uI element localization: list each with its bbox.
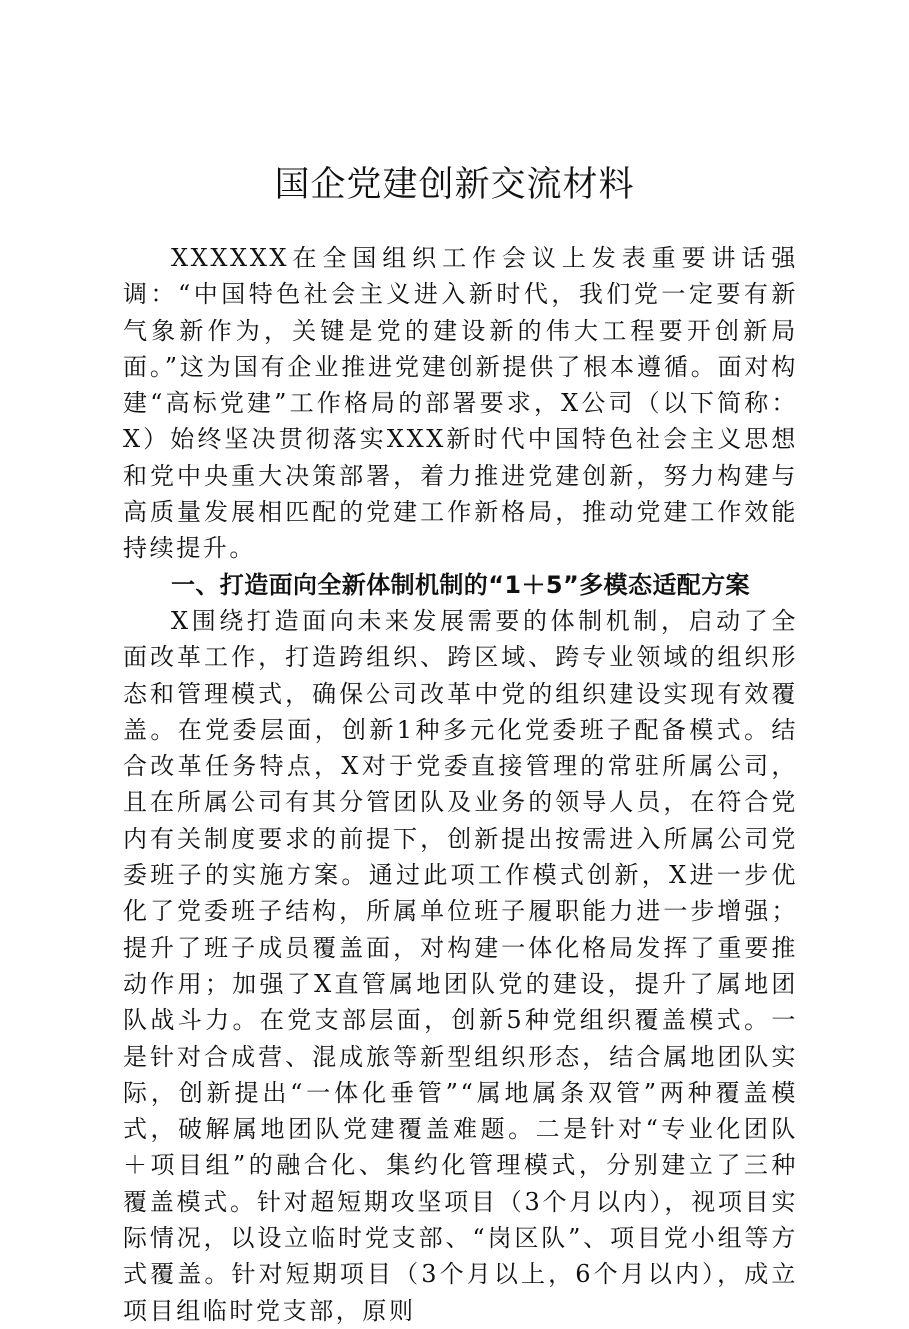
intro-paragraph: XXXXXX在全国组织工作会议上发表重要讲话强调：“中国特色社会主义进入新时代，我们党一定要有新气象新作为，关键是党的建设新的伟大工程要开创新局面。”这为国有企业推进党建创新提供了根本遵循。面对构建“高标党建”工作格局的部署要求，X公司（以下简称：X）始终坚决贯彻落实XXX新时代中国特色社会主义思想和党中央重大决策部署，着力推进党建创新，努力构建与高质量发展相匹配的党建工作新格局，推动党建工作效能持续提升。 <box>123 244 798 563</box>
section-heading: 一、打造面向全新体制机制的“1＋5”多模态适配方案 <box>171 570 750 599</box>
document-body <box>123 240 798 1329</box>
section-paragraph: X围绕打造面向未来发展需要的体制机制，启动了全面改革工作，打造跨组织、跨区域、跨专业领域的组织形态和管理模式，确保公司改革中党的组织建设实现有效覆盖。在党委层面，创新1种多元化党委班子配备模式。结合改革任务特点，X对于党委直接管理的常驻所属公司，且在所属公司有其分管团队及业务的领导人员，在符合党内有关制度要求的前提下，创新提出按需进入所属公司党委班子的实施方案。通过此项工作模式创新，X进一步优化了党委班子结构，所属单位班子履职能力进一步增强；提升了班子成员覆盖面，对构建一体化格局发挥了重要推动作用；加强了X直管属地团队党的建设，提升了属地团队战斗力。在党支部层面，创新5种党组织覆盖模式。一是针对合成营、混成旅等新型组织形态，结合属地团队实际，创新提出“一体化垂管”“属地属条双管”两种覆盖模式，破解属地团队党建覆盖难题。二是针对“专业化团队＋项目组”的融合化、集约化管理模式，分别建立了三种覆盖模式。针对超短期攻坚项目（3个月以内），视项目实际情况，以设立临时党支部、“岗区队”、项目党小组等方式覆盖。针对短期项目（3个月以上，6个月以内），成立项目组临时党支部，原则 <box>123 606 798 1325</box>
document-title: 国企党建创新交流材料 <box>274 165 635 205</box>
